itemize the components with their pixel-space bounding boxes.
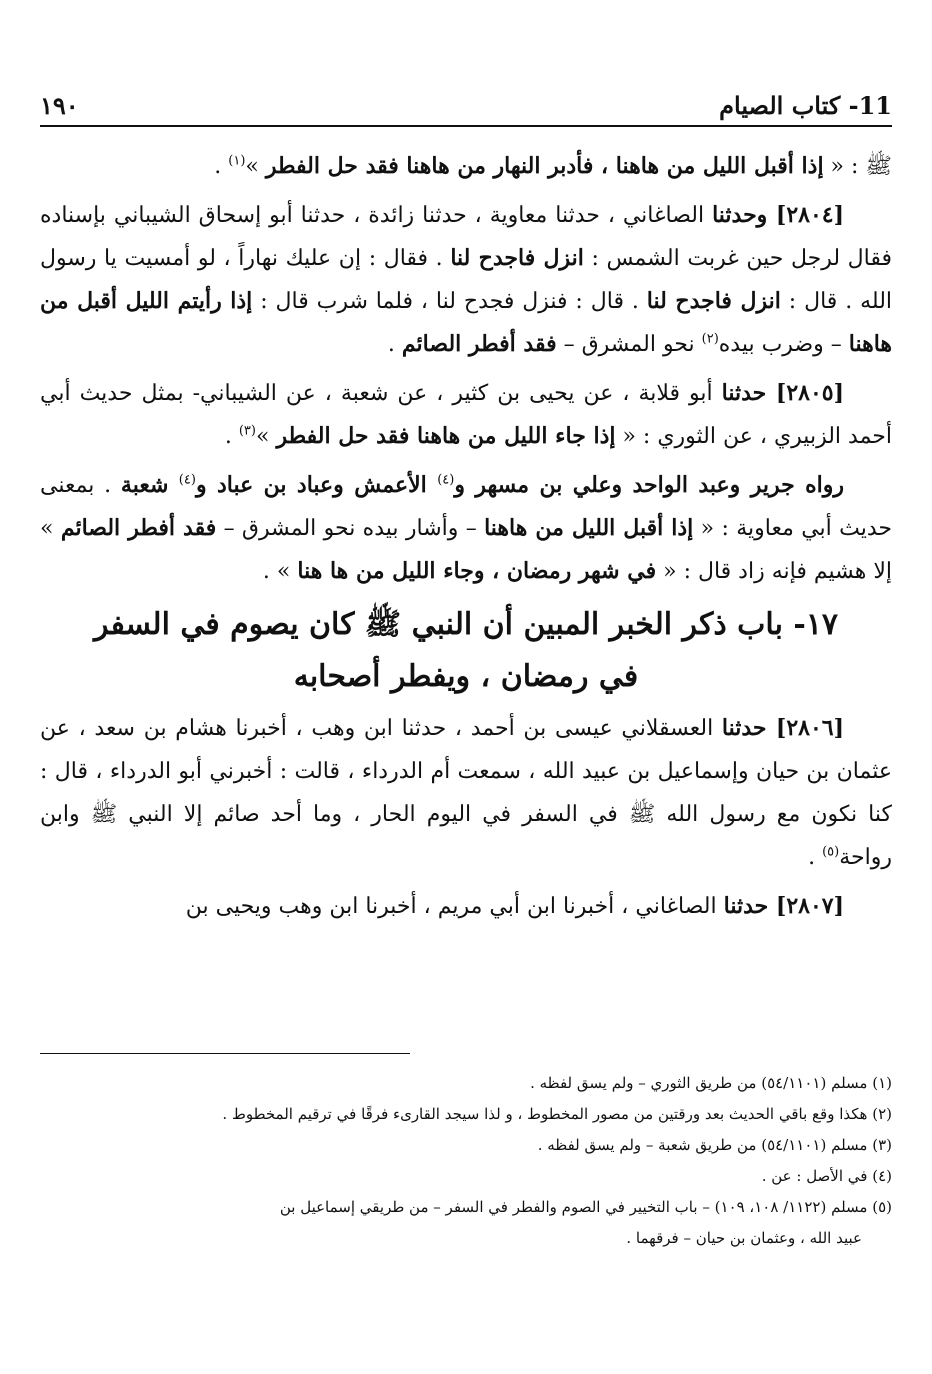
hadith-2805: [٢٨٠٥] حدثنا أبو قلابة ، عن يحيى بن كثير ، عن شعبة ، عن الشيباني- بمثل حديث أبي أحمد الزبيري ، عن الثوري : « إذا جاء الليل من هاهنا فقد حل الفطر »$^{(٣)}$ . xyxy=(40,380,892,449)
footnote-4: (٤) في الأصل : عن . xyxy=(761,1167,892,1185)
footnote-ref: (٥) xyxy=(822,844,840,860)
narration-note: رواه جرير وعبد الواحد وعلي بن مسهر و$^{(٤)}$ الأعمش وعباد بن عباد و$^{(٤)}$ شعبة . بمعنى حديث أبي معاوية : « إذا أقبل الليل من هاهنا – وأشار بيده نحو المشرق – فقد أفطر الصائم » إلا هشيم فإنه زاد قال : « في شهر رمضان ، وجاء الليل من ها هنا » . xyxy=(40,472,892,584)
heading-line-1: ١٧- باب ذكر الخبر المبين أن النبي ﷺ كان يصوم في السفر xyxy=(93,607,839,642)
hadith-2804: [٢٨٠٤] وحدثنا الصاغاني ، حدثنا معاوية ، حدثنا زائدة ، حدثنا أبو إسحاق الشيباني بإسناده فقال لرجل حين غربت الشمس : انزل فاجدح لنا . فقال : إن عليك نهاراً ، لو أمسيت يا رسول الله . قال : انزل فاجدح لنا . قال : فنزل فجدح لنا ، فلما شرب قال : إذا رأيتم الليل أقبل من هاهنا – وضرب بيده$^{(٢)}$ نحو المشرق – فقد أفطر الصائم . xyxy=(40,202,893,357)
footnote-ref: (٢) xyxy=(701,331,719,347)
footnote-3: (٣) مسلم (٥٤/١١٠١) من طريق شعبة – ولم يسق لفظه . xyxy=(537,1136,892,1154)
footnote-5: (٥) مسلم (١١٢٢/ ١٠٨، ١٠٩) – باب التخيير في الصوم والفطر في السفر – من طريقي إسماعيل بن xyxy=(279,1198,892,1216)
hadith-2807: [٢٨٠٧] حدثنا الصاغاني ، أخبرنا ابن أبي مريم ، أخبرنا ابن وهب ويحيى بن xyxy=(185,893,844,919)
hadith-2806: [٢٨٠٦] حدثنا العسقلاني عيسى بن أحمد ، حدثنا ابن وهب ، أخبرنا هشام بن سعد ، عن عثمان بن حيان وإسماعيل بن عبيد الله ، سمعت أم الدرداء ، قالت : أخبرني أبو الدرداء ، قال : كنا نكون مع رسول الله ﷺ في السفر في اليوم الحار ، وما أحد صائم إلا النبي ﷺ وابن رواحة$^{(٥)}$ . xyxy=(40,715,892,870)
footnote-separator xyxy=(40,1053,410,1054)
chapter-heading xyxy=(40,599,892,703)
page-header xyxy=(40,72,892,120)
footnote-2: (٢) هكذا وقع باقي الحديث بعد ورقتين من مصور المخطوط ، و لذا سيجد القارىء فرقًا في ترقيم المخطوط . xyxy=(222,1105,892,1123)
chapter-title: 11- كتاب الصيام xyxy=(719,91,892,120)
page-body xyxy=(40,145,892,934)
footnote-ref: (٤) xyxy=(178,472,196,488)
footnote-ref: (٤) xyxy=(437,472,455,488)
footnote-ref: (٣) xyxy=(238,423,256,439)
footnotes xyxy=(40,1068,892,1254)
footnote-ref: (١) xyxy=(228,153,246,169)
footnote-1: (١) مسلم (٥٤/١١٠١) من طريق الثوري – ولم يسق لفظه . xyxy=(530,1074,892,1092)
paragraph-continuation: ﷺ : « إذا أقبل الليل من هاهنا ، فأدبر النهار من هاهنا فقد حل الفطر »$^{(١)}$ . xyxy=(214,153,892,179)
footnote-5-continued: عبيد الله ، وعثمان بن حيان – فرقهما . xyxy=(626,1229,862,1247)
page-number: ١٩٠ xyxy=(40,91,79,120)
heading-line-2: في رمضان ، ويفطر أصحابه xyxy=(293,659,639,694)
header-rule xyxy=(40,125,892,127)
